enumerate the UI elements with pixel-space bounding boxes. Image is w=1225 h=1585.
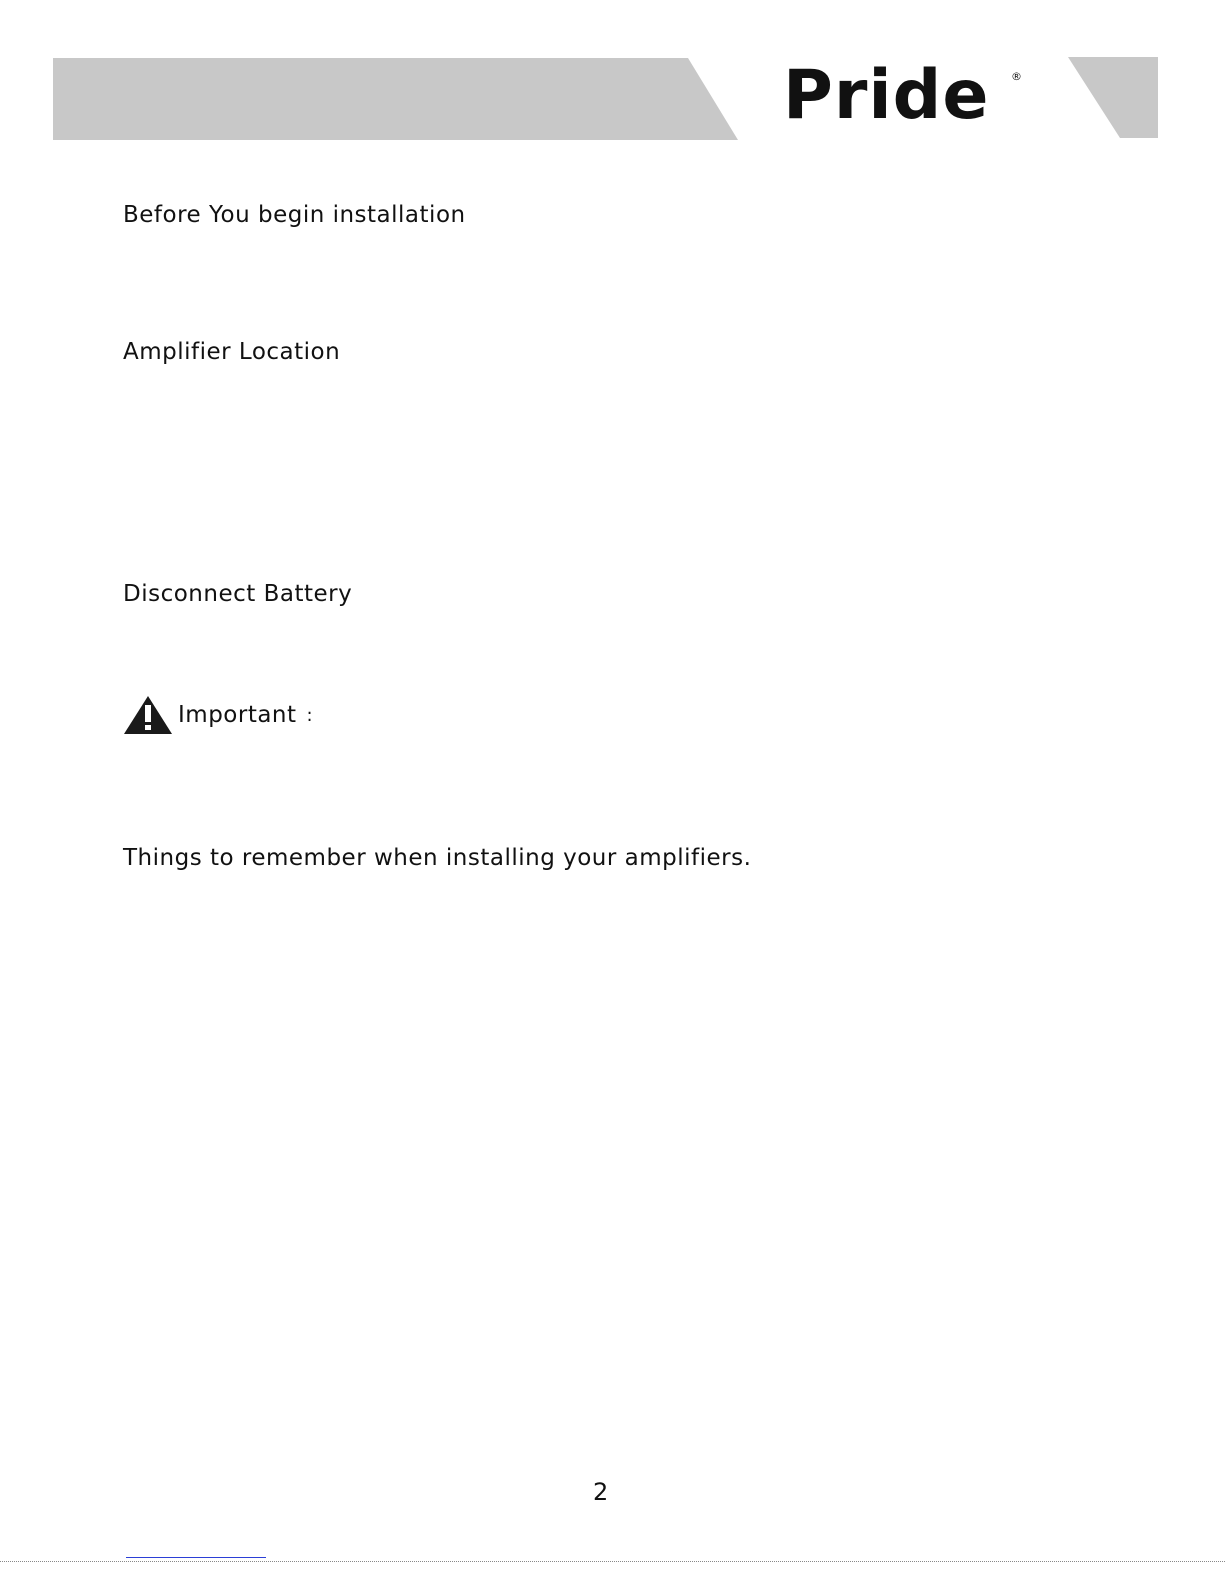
footer-link-underline[interactable] <box>126 1557 266 1558</box>
heading-before-installation: Before You begin installation <box>123 202 466 228</box>
registered-mark: ® <box>1011 70 1022 83</box>
header-corner-shape <box>1068 57 1158 138</box>
page-number: 2 <box>593 1478 609 1506</box>
important-colon: : <box>306 704 314 726</box>
important-notice <box>123 695 313 735</box>
header-band <box>0 0 1225 160</box>
footer-rule <box>0 1561 1225 1563</box>
brand-logo: Pride <box>783 56 990 135</box>
heading-disconnect-battery: Disconnect Battery <box>123 581 353 607</box>
header-banner-shape <box>53 58 738 140</box>
heading-things-to-remember: Things to remember when installing your amplifiers. <box>123 845 752 871</box>
warning-triangle-icon <box>123 695 173 735</box>
important-label: Important <box>178 702 297 728</box>
heading-amplifier-location: Amplifier Location <box>123 339 341 365</box>
